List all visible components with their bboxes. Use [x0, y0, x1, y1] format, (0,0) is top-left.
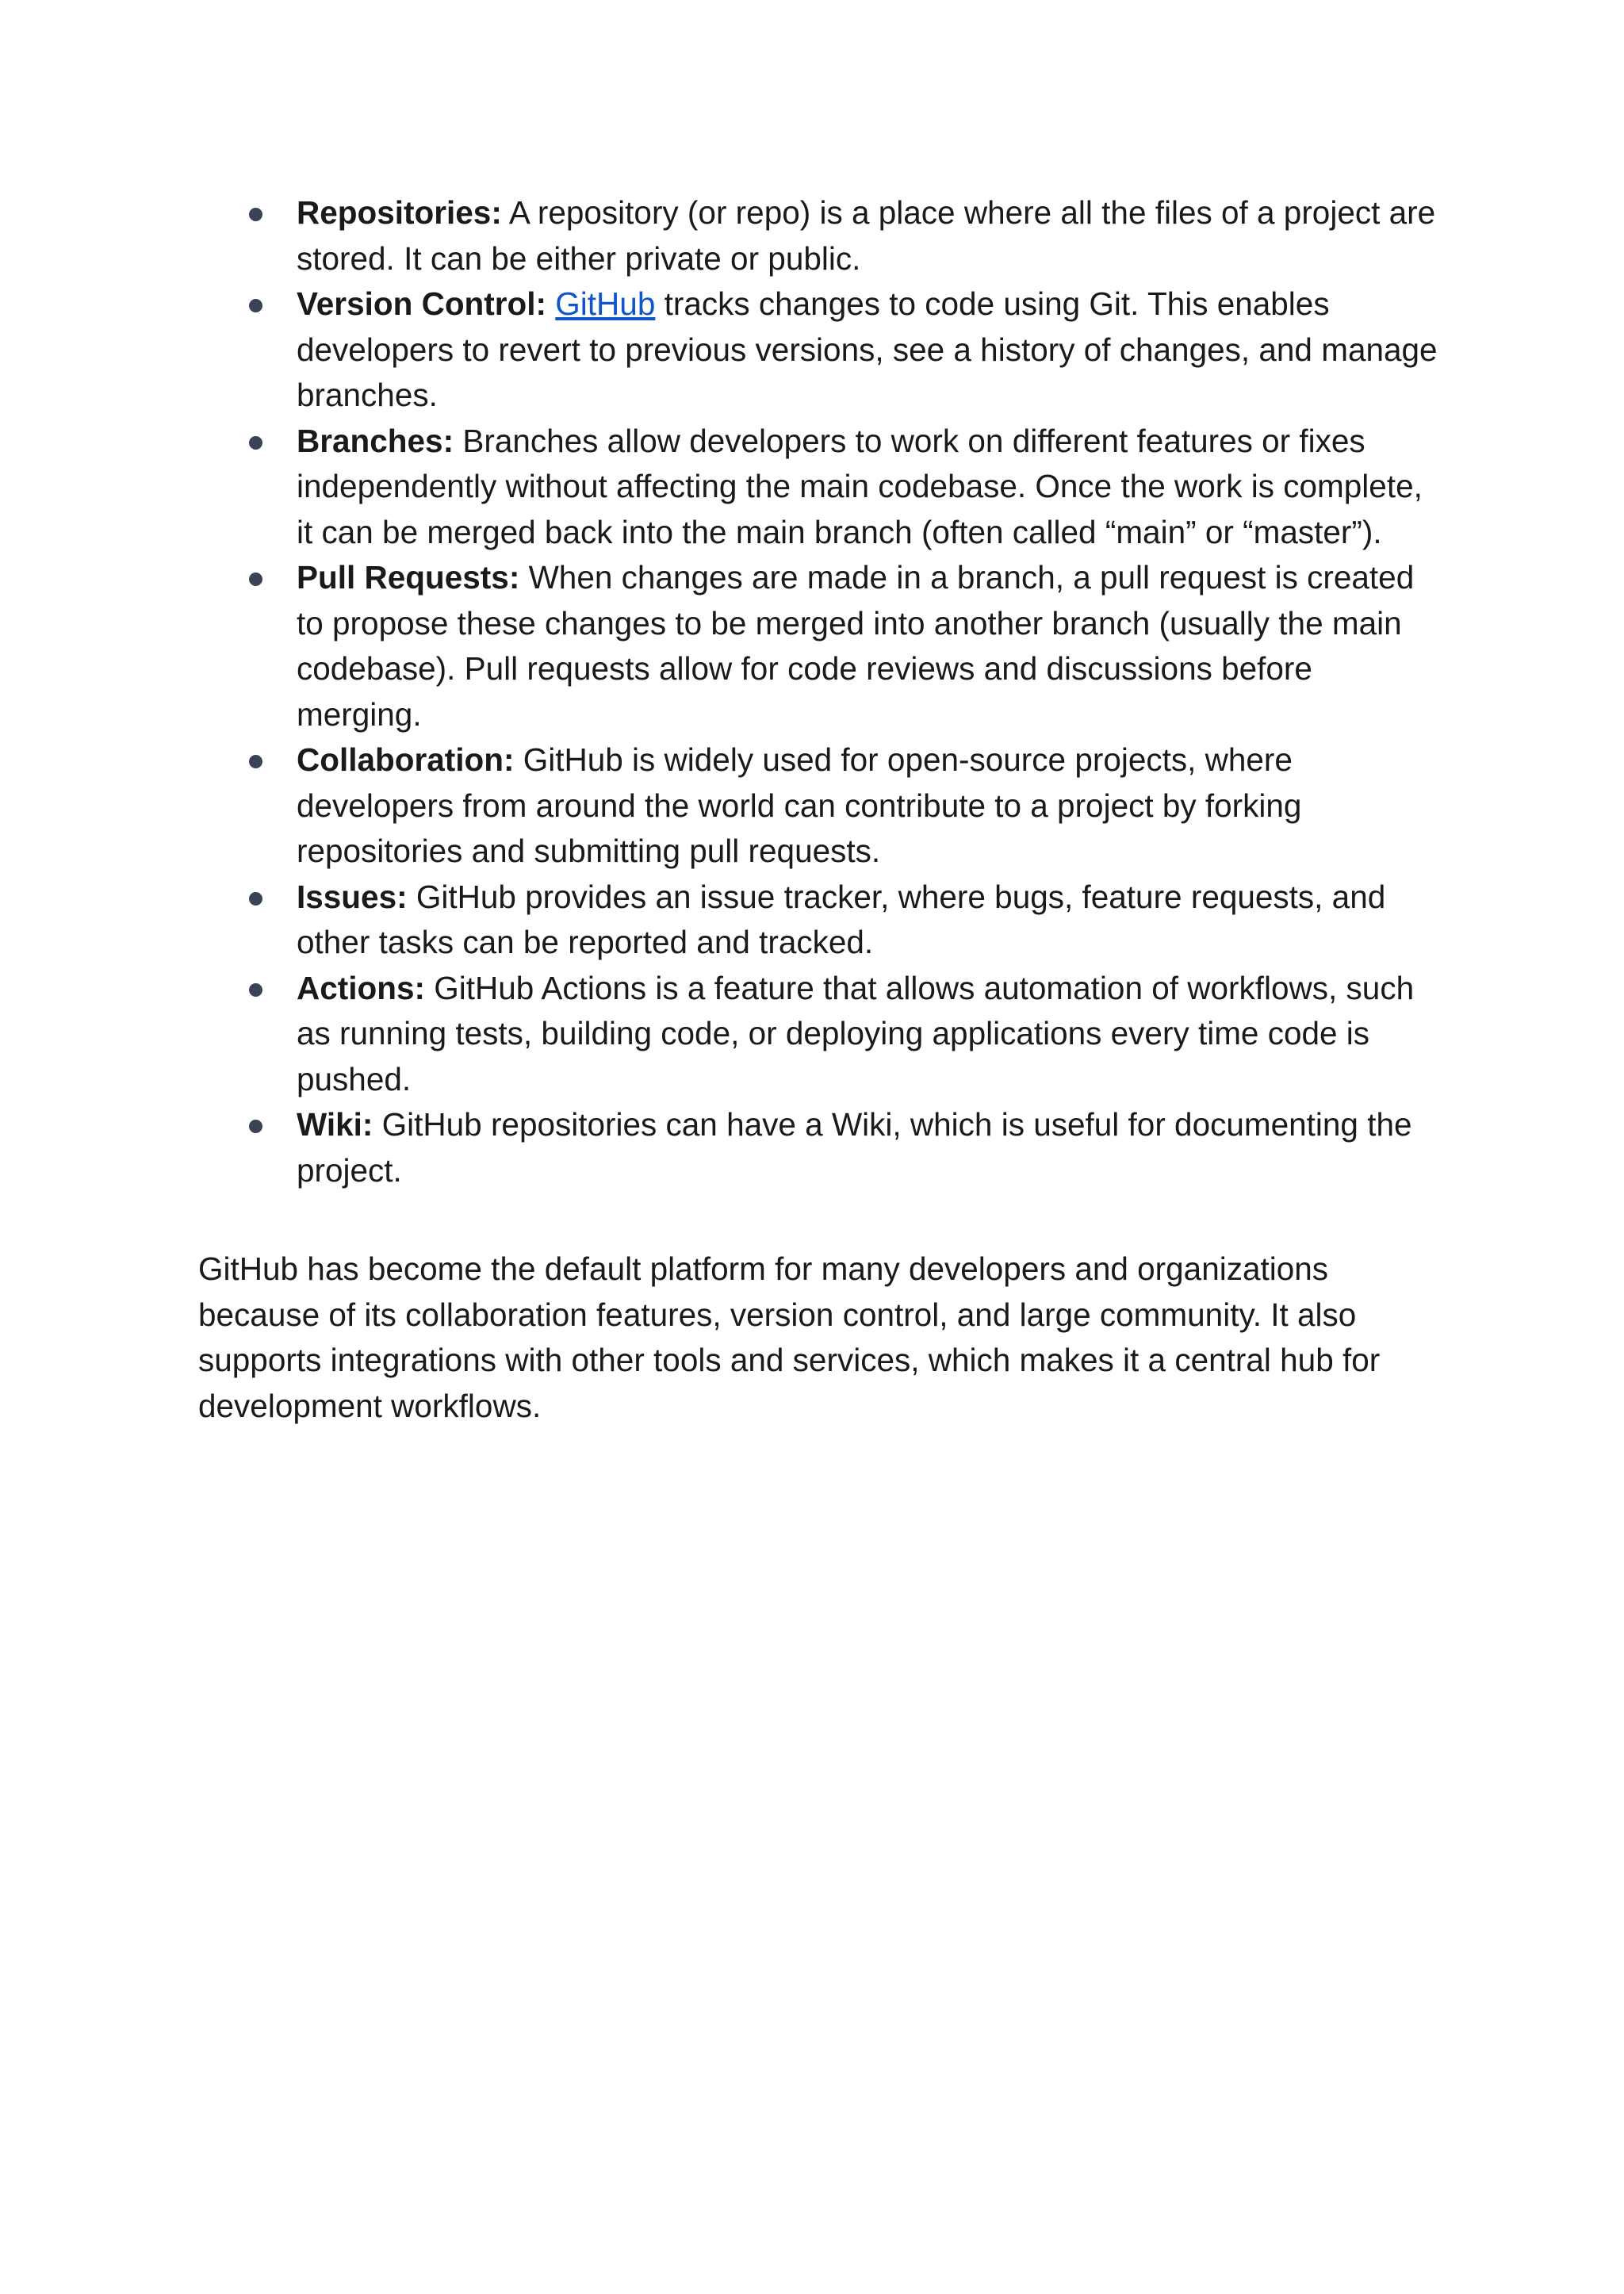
- list-item-actions: [198, 966, 1443, 1103]
- term-label: Collaboration:: [297, 741, 515, 778]
- list-item-collaboration: [198, 737, 1443, 875]
- closing-paragraph: GitHub has become the default platform for many developers and organizations because of its collaboration features, version control, and large community. It also supports integrations with other tools and services, which makes it a central hub for development workflows.: [198, 1250, 1381, 1424]
- term-label: Version Control:: [297, 285, 547, 322]
- list-item-pull-requests: [198, 555, 1443, 737]
- term-description: GitHub repositories can have a Wiki, which is useful for documenting the project.: [297, 1106, 1412, 1189]
- term-description: When changes are made in a branch, a pull request is created to propose these changes to be merged into another branch (usually the main codebase). Pull requests allow for code reviews and discussions before merging.: [297, 559, 1415, 733]
- term-description: Branches allow developers to work on different features or fixes independently without affecting the main codebase. Once the work is complete, it can be merged back into the main branch (often called “main” or “master”).: [297, 422, 1423, 550]
- list-item-issues: [198, 875, 1443, 966]
- list-item-wiki: [198, 1102, 1443, 1193]
- term-label: Actions:: [297, 969, 425, 1006]
- term-label: Issues:: [297, 878, 408, 915]
- term-description: A repository (or repo) is a place where all the files of a project are stored. It can be either private or public.: [297, 194, 1436, 277]
- term-label: Repositories:: [297, 194, 502, 231]
- term-description: tracks changes to code using Git. This enables developers to revert to previous versions, see a history of changes, and manage branches.: [297, 285, 1438, 413]
- term-label: Pull Requests:: [297, 559, 520, 596]
- bullet-icon: [249, 983, 262, 997]
- bullet-icon: [249, 1120, 262, 1133]
- term-description: GitHub Actions is a feature that allows automation of workflows, such as running tests, building code, or deploying applications every time code is pushed.: [297, 969, 1415, 1097]
- bullet-icon: [249, 573, 262, 586]
- bullet-icon: [249, 755, 262, 768]
- feature-list: [198, 190, 1443, 1193]
- bullet-icon: [249, 892, 262, 906]
- term-label: Branches:: [297, 422, 454, 459]
- list-item-branches: [198, 419, 1443, 556]
- bullet-icon: [249, 436, 262, 450]
- bullet-icon: [249, 299, 262, 312]
- github-link[interactable]: GitHub: [555, 285, 656, 322]
- term-description: GitHub is widely used for open-source projects, where developers from around the world can contribute to a project by forking repositories and submitting pull requests.: [297, 741, 1302, 869]
- list-item-repositories: [198, 190, 1443, 281]
- term-label: Wiki:: [297, 1106, 373, 1143]
- document-body: [198, 190, 1443, 1429]
- list-item-version-control: [198, 281, 1443, 419]
- bullet-icon: [249, 208, 262, 221]
- term-description: GitHub provides an issue tracker, where bugs, feature requests, and other tasks can be reported and tracked.: [297, 878, 1386, 960]
